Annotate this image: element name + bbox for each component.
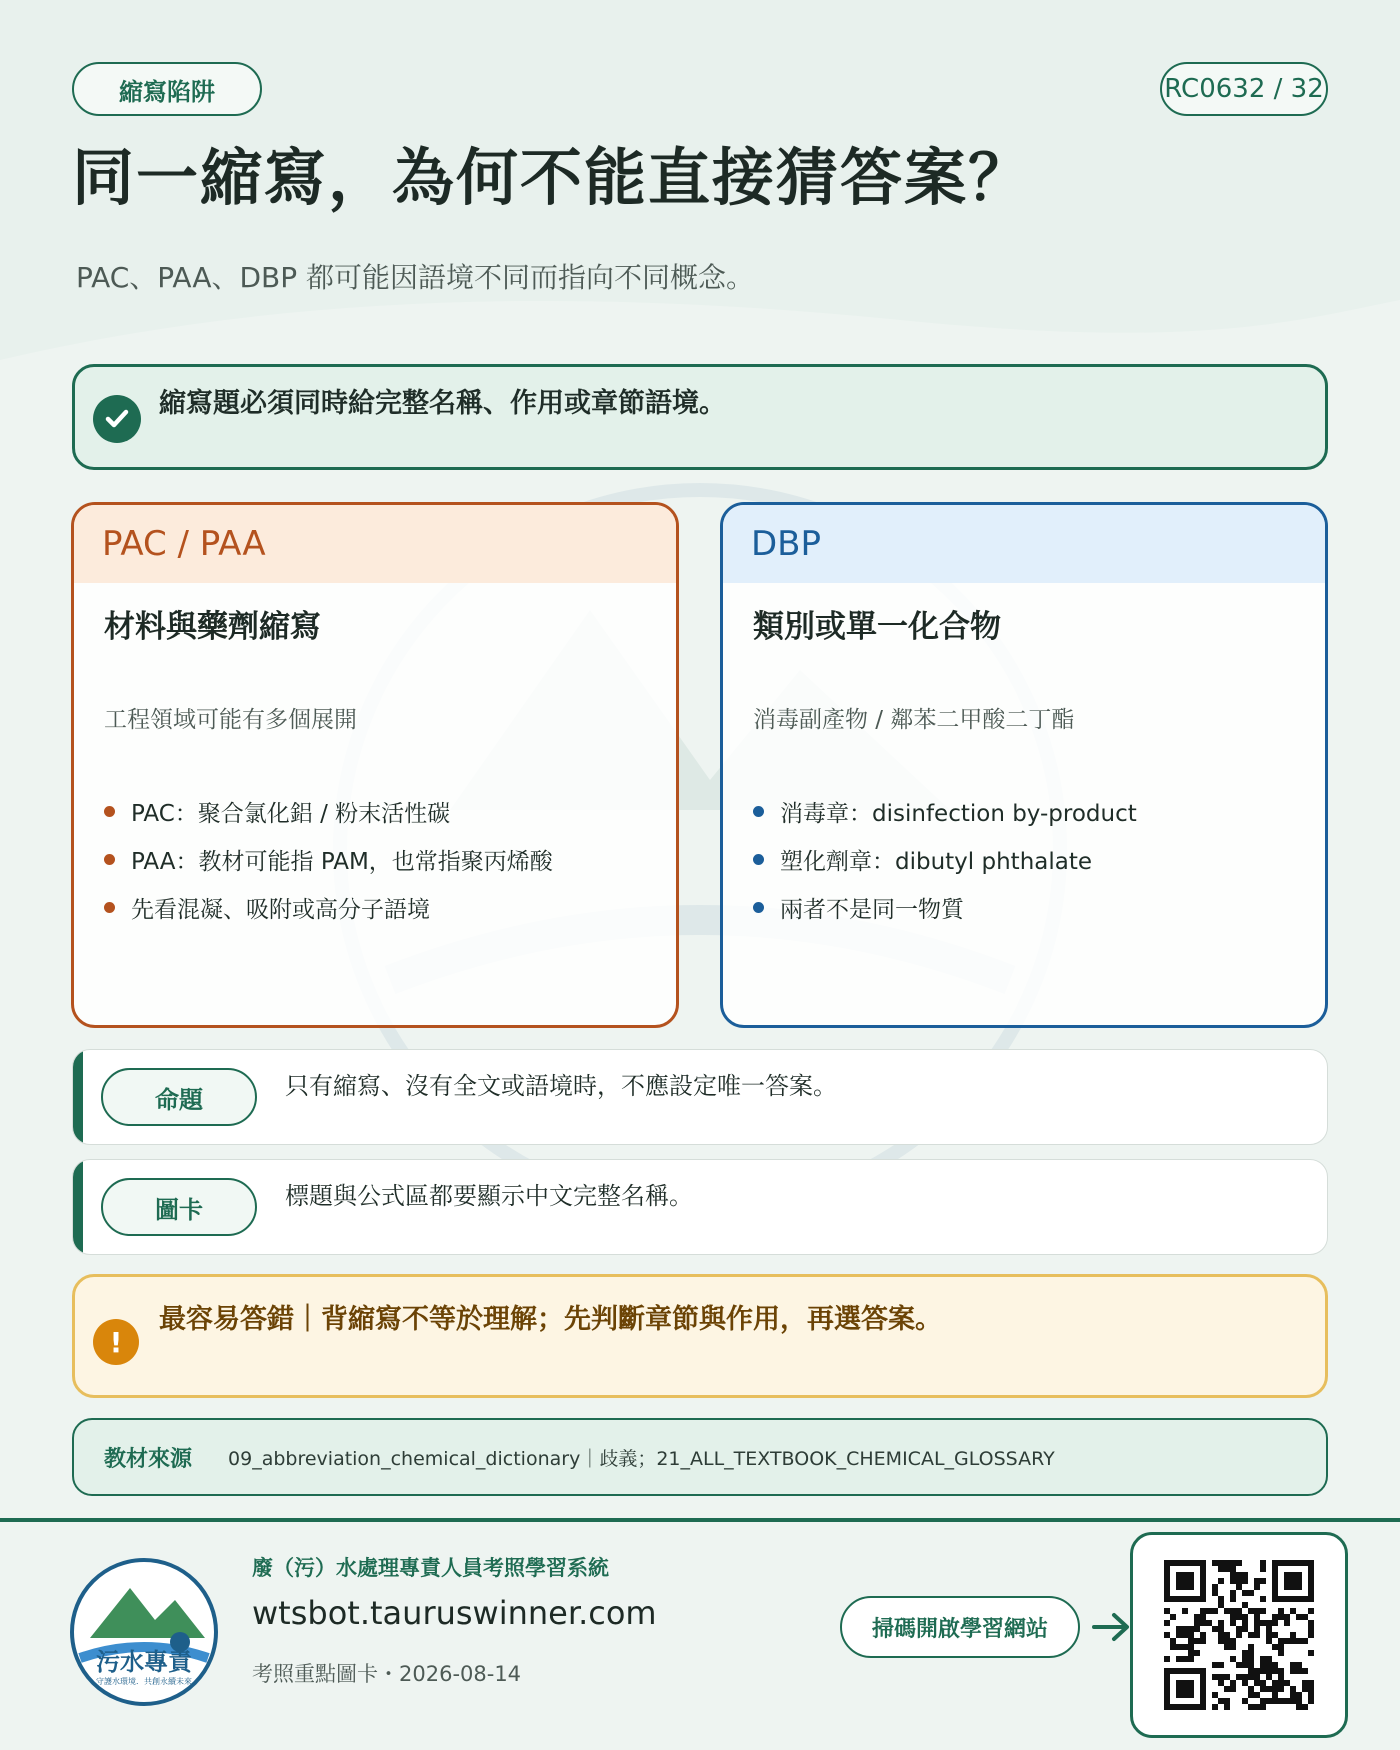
note-row-card [72, 1159, 1328, 1255]
footer [0, 1522, 1400, 1750]
website-url[interactable]: wtsbot.tauruswinner.com [252, 1594, 657, 1632]
list-item [753, 787, 1137, 835]
qr-code-frame[interactable] [1130, 1532, 1348, 1738]
note-label: 命題 [101, 1068, 257, 1126]
date-line: 考照重點圖卡・2026-08-14 [252, 1662, 522, 1686]
card-list [104, 787, 553, 931]
card-code-badge: RC0632 / 32 [1160, 62, 1328, 116]
accent-bar [73, 1050, 83, 1144]
card-note: 消毒副產物 / 鄰苯二甲酸二丁酯 [753, 707, 1075, 733]
list-item-text: 先看混凝、吸附或高分子語境 [131, 896, 430, 923]
rule-text: 縮寫題必須同時給完整名稱、作用或章節語境。 [159, 388, 726, 419]
page-title: 同一縮寫，為何不能直接猜答案？ [72, 141, 1033, 214]
bullet-icon [753, 902, 764, 913]
organization-name: 廢（污）水處理專責人員考照學習系統 [252, 1556, 609, 1580]
list-item [104, 787, 553, 835]
list-item [104, 835, 553, 883]
category-tag: 縮寫陷阱 [72, 62, 262, 116]
note-row-question [72, 1049, 1328, 1145]
note-text: 只有縮寫、沒有全文或語境時，不應設定唯一答案。 [285, 1072, 837, 1100]
bullet-icon [753, 854, 764, 865]
arrow-right-icon [1092, 1610, 1132, 1644]
check-icon [93, 395, 141, 443]
card-note: 工程領域可能有多個展開 [104, 707, 357, 733]
bullet-icon [104, 854, 115, 865]
scan-qr-button[interactable]: 掃碼開啟學習網站 [840, 1596, 1080, 1658]
logo-tagline: — 守護水環境．共創永續未來 — [85, 1677, 203, 1686]
rule-callout [72, 364, 1328, 470]
list-item [753, 835, 1137, 883]
card-list [753, 787, 1137, 931]
bullet-icon [753, 806, 764, 817]
list-item [104, 883, 553, 931]
bullet-icon [104, 902, 115, 913]
card-dbp [720, 502, 1328, 1028]
exclamation-icon: ! [93, 1319, 139, 1365]
warning-callout [72, 1274, 1328, 1398]
accent-bar [73, 1160, 83, 1254]
list-item-text: 兩者不是同一物質 [780, 896, 964, 923]
source-label: 教材來源 [104, 1446, 193, 1472]
qr-code-icon [1164, 1560, 1314, 1710]
card-heading: DBP [723, 505, 1325, 583]
logo-text: 污水專責 [96, 1648, 192, 1676]
card-heading: PAC / PAA [74, 505, 676, 583]
card-subtitle: 類別或單一化合物 [753, 609, 1001, 645]
list-item-text: PAA：教材可能指 PAM，也常指聚丙烯酸 [131, 848, 553, 875]
list-item-text: 消毒章：disinfection by-product [780, 800, 1137, 827]
page-subtitle: PAC、PAA、DBP 都可能因語境不同而指向不同概念。 [76, 261, 755, 294]
bullet-icon [104, 806, 115, 817]
note-text: 標題與公式區都要顯示中文完整名稱。 [285, 1182, 693, 1210]
note-label: 圖卡 [101, 1178, 257, 1236]
card-pac-paa [71, 502, 679, 1028]
card-subtitle: 材料與藥劑縮寫 [104, 609, 321, 645]
list-item-text: 塑化劑章：dibutyl phthalate [780, 848, 1093, 875]
source-box [72, 1418, 1328, 1496]
source-text: 09_abbreviation_chemical_dictionary｜歧義；21_ALL_TEXTBOOK_CHEMICAL_GLOSSARY [228, 1447, 1055, 1470]
list-item-text: PAC：聚合氯化鋁 / 粉末活性碳 [131, 800, 451, 827]
warning-text: 最容易答錯｜背縮寫不等於理解；先判斷章節與作用，再選答案。 [159, 1304, 942, 1335]
brand-logo [70, 1558, 218, 1706]
list-item [753, 883, 1137, 931]
